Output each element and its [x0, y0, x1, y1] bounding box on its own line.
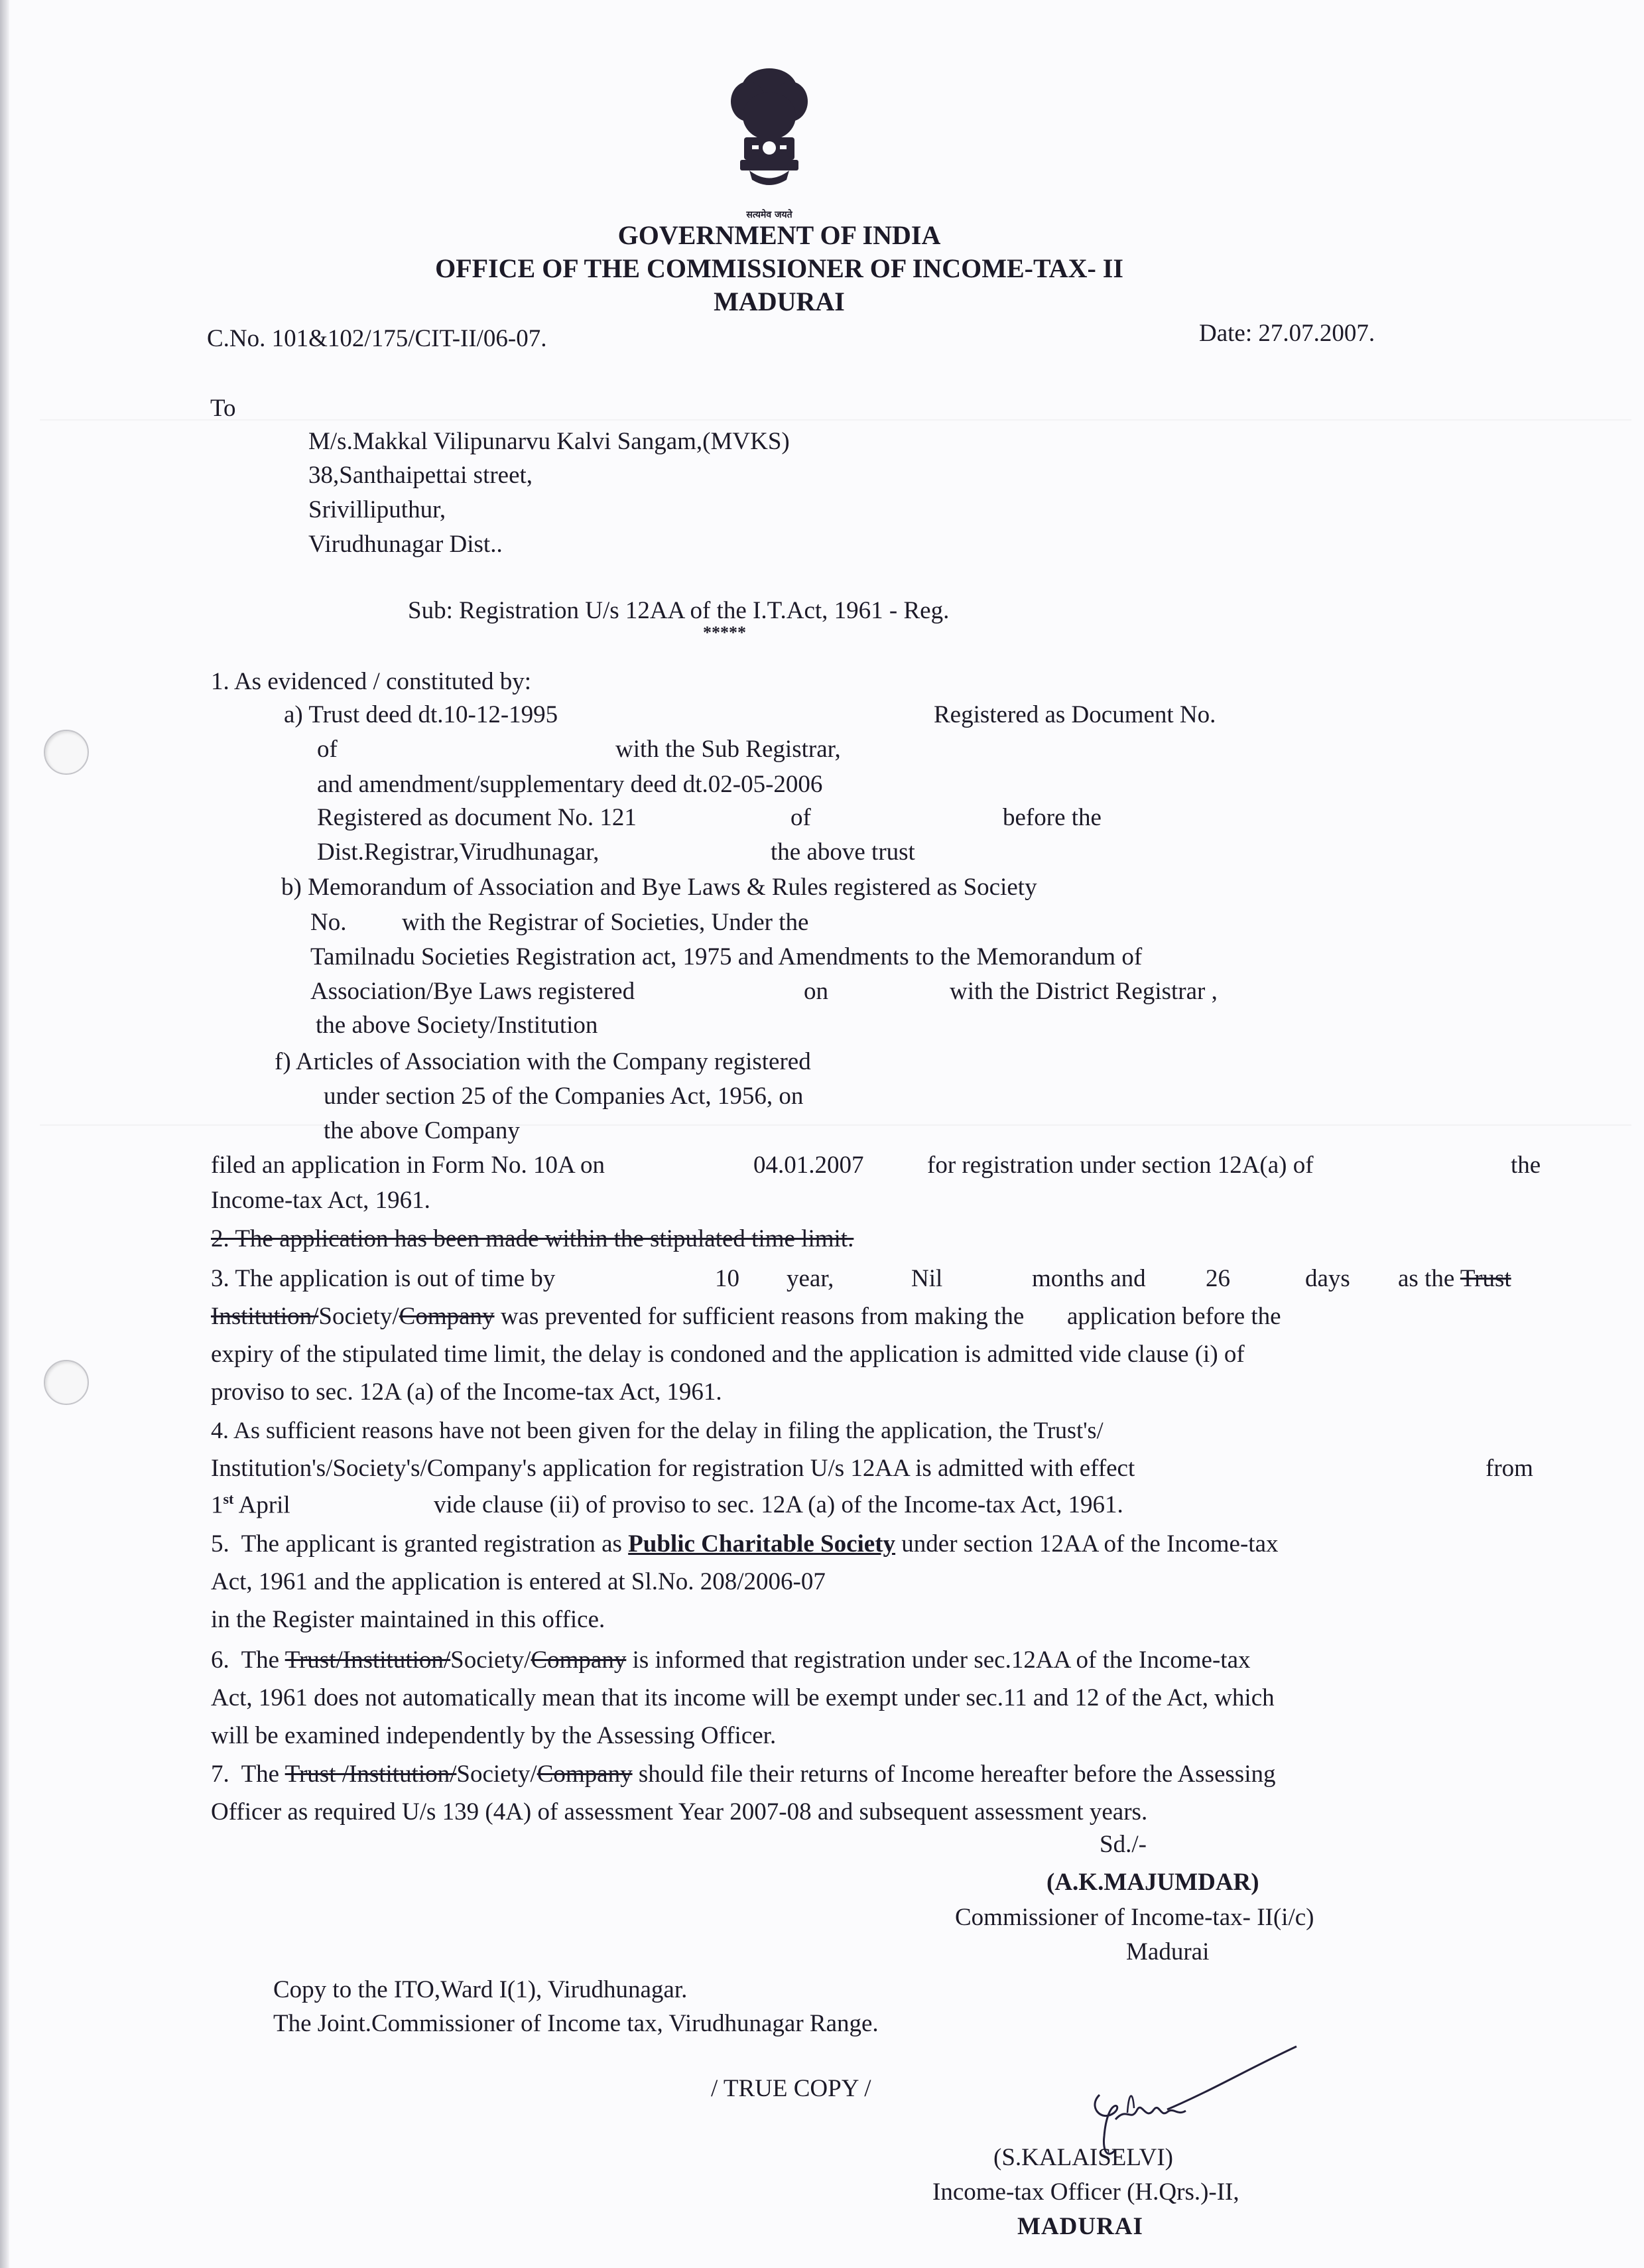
para1-b-registrar: with the Registrar of Societies, Under the — [402, 909, 809, 936]
para7-company-struck: Company — [537, 1761, 633, 1788]
signatory-place: Madurai — [1126, 1938, 1210, 1966]
punch-hole — [44, 1360, 89, 1405]
para3-line2 — [211, 1301, 1281, 1332]
para4-line3: vide clause (ii) of proviso to sec. 12A (a) of the Income-tax Act, 1961. — [434, 1491, 1123, 1518]
para3-as-the — [1398, 1264, 1511, 1294]
para5-line2: Act, 1961 and the application is entered at Sl.No. 208/2006-07 — [211, 1568, 826, 1595]
para3-days: 26 — [1206, 1265, 1230, 1292]
signature-sd: Sd./- — [1100, 1831, 1147, 1858]
para4-ordinal: st — [223, 1491, 234, 1507]
para7-rest: should file their returns of Income hereafter before the Assessing — [632, 1761, 1276, 1788]
para6-trust-struck: Trust/Institution/ — [285, 1646, 451, 1674]
para1-a-above-trust: the above trust — [771, 838, 915, 866]
para3-line4: proviso to sec. 12A (a) of the Income-tax Act, 1961. — [211, 1378, 722, 1406]
para1-f-section25: under section 25 of the Companies Act, 1956, on — [324, 1083, 804, 1110]
para3-months: Nil — [911, 1265, 943, 1292]
para5-status: Public Charitable Society — [628, 1530, 896, 1558]
address-line: Srivilliputhur, — [308, 496, 446, 523]
header-city: MADURAI — [714, 287, 845, 316]
para3-months-label: months and — [1032, 1265, 1146, 1292]
para1-filed: filed an application in Form No. 10A on — [211, 1152, 605, 1179]
para1-a-registered: Registered as Document No. — [934, 701, 1216, 728]
copy-to-jcit: The Joint.Commissioner of Income tax, Virudhunagar Range. — [273, 2010, 879, 2037]
para3-year-label: year, — [787, 1265, 834, 1292]
address-line: M/s.Makkal Vilipunarvu Kalvi Sangam,(MVKS) — [308, 428, 790, 455]
para3-line3: expiry of the stipulated time limit, the delay is condoned and the application is admitted vide clause (i) of — [211, 1341, 1245, 1368]
para1-a-document: Registered as document No. 121 — [317, 804, 637, 831]
para7-intro: 7. The — [211, 1761, 285, 1788]
para1-b-memorandum: b) Memorandum of Association and Bye Laws & Rules registered as Society — [281, 874, 1037, 901]
para1-a-dist-registrar: Dist.Registrar,Virudhunagar, — [317, 838, 600, 866]
para3-as-the-text: as the — [1398, 1265, 1455, 1292]
para1-f-articles: f) Articles of Association with the Company registered — [275, 1048, 811, 1075]
para4-date — [211, 1490, 290, 1521]
fold-line — [40, 419, 1631, 421]
para1-a-sub-registrar: with the Sub Registrar, — [615, 736, 841, 763]
para6-society: Society/ — [450, 1646, 531, 1674]
fold-line — [40, 1124, 1631, 1126]
para1-a-of2: of — [790, 804, 811, 831]
para4-line1: 4. As sufficient reasons have not been given for the delay in filing the application, the Trust's/ — [211, 1417, 1104, 1443]
para1-filed-section: for registration under section 12A(a) of — [927, 1152, 1314, 1179]
address-line: 38,Santhaipettai street, — [308, 462, 533, 489]
para7-trust-struck: Trust /Institution/ — [285, 1761, 457, 1788]
para1-b-district-registrar: with the District Registrar , — [950, 978, 1218, 1005]
para1-filed-the: the — [1511, 1152, 1541, 1179]
reference-number: C.No. 101&102/175/CIT-II/06-07. — [207, 325, 547, 352]
para1-filed-act: Income-tax Act, 1961. — [211, 1187, 430, 1214]
para5-section: under section 12AA of the Income-tax — [895, 1530, 1279, 1558]
para3-society: Society/ — [318, 1303, 399, 1330]
subject-line: Sub: Registration U/s 12AA of the I.T.Act, 1961 - Reg. — [408, 597, 950, 624]
national-emblem — [723, 63, 816, 221]
para1-f-above-company: the above Company — [324, 1117, 520, 1144]
para1-b-association: Association/Bye Laws registered — [310, 978, 635, 1005]
para1-b-tamilnadu: Tamilnadu Societies Registration act, 1975 and Amendments to the Memorandum of — [310, 943, 1143, 970]
certifying-officer-name: (S.KALAISELVI) — [993, 2144, 1173, 2171]
scan-edge — [0, 0, 9, 2268]
para1-intro: 1. As evidenced / constituted by: — [211, 668, 531, 695]
para6-line1 — [211, 1645, 1251, 1676]
true-copy-label: / TRUE COPY / — [711, 2075, 871, 2102]
para1-a-before: before the — [1003, 804, 1102, 831]
para1-a-trust-deed: a) Trust deed dt.10-12-1995 — [284, 701, 558, 728]
letter-date: Date: 27.07.2007. — [1199, 320, 1375, 347]
para2-struck: 2. The application has been made within the stipulated time limit. — [211, 1225, 854, 1252]
para7-line1 — [211, 1759, 1275, 1790]
para3-company-struck: Company — [399, 1303, 495, 1330]
header-office: OFFICE OF THE COMMISSIONER OF INCOME-TAX- II — [435, 253, 1123, 283]
para5-intro: 5. The applicant is granted registration as — [211, 1530, 629, 1558]
para3-intro: 3. The application is out of time by — [211, 1265, 556, 1292]
para6-rest: is informed that registration under sec.12AA of the Income-tax — [626, 1646, 1251, 1674]
certifying-officer-place: MADURAI — [1017, 2213, 1143, 2240]
para3-institution-struck: Institution/ — [211, 1303, 319, 1330]
para6-line3: will be examined independently by the Assessing Officer. — [211, 1722, 777, 1749]
para1-b-above-society: the above Society/Institution — [316, 1012, 598, 1039]
para1-b-no: No. — [310, 909, 347, 936]
para1-b-on: on — [804, 978, 828, 1005]
header-government: GOVERNMENT OF INDIA — [617, 220, 941, 250]
para4-day: 1 — [211, 1491, 223, 1519]
para1-filed-date: 04.01.2007 — [753, 1152, 864, 1179]
para4-line2: Institution's/Society's/Company's application for registration U/s 12AA is admitted with effect — [211, 1455, 1135, 1482]
para3-days-label: days — [1305, 1265, 1350, 1292]
para3-line2-rest: was prevented for sufficient reasons from making the application before the — [494, 1303, 1281, 1330]
punch-hole — [44, 730, 89, 775]
para6-line2: Act, 1961 does not automatically mean that its income will be exempt under sec.11 and 12 of the Act, which — [211, 1684, 1275, 1711]
copy-to-ito: Copy to the ITO,Ward I(1), Virudhunagar. — [273, 1976, 688, 2003]
para7-society: Society/ — [456, 1761, 537, 1788]
certifying-officer-designation: Income-tax Officer (H.Qrs.)-II, — [932, 2178, 1239, 2206]
para5-line1 — [211, 1529, 1279, 1560]
emblem-motto: सत्यमेव जयते — [746, 210, 792, 221]
para4-from: from — [1486, 1455, 1533, 1482]
lion-capital-icon — [723, 63, 816, 206]
para3-years: 10 — [715, 1265, 739, 1292]
para1-a-of: of — [317, 736, 338, 763]
signatory-designation: Commissioner of Income-tax- II(i/c) — [955, 1904, 1314, 1931]
para5-line3: in the Register maintained in this office. — [211, 1606, 605, 1633]
para3-trust-struck: Trust — [1460, 1265, 1511, 1292]
signatory-name: (A.K.MAJUMDAR) — [1046, 1869, 1259, 1896]
para1-a-amendment: and amendment/supplementary deed dt.02-05-2006 — [317, 771, 823, 798]
address-line: Virudhunagar Dist.. — [308, 531, 503, 558]
para6-company-struck: Company — [531, 1646, 627, 1674]
para6-intro: 6. The — [211, 1646, 285, 1674]
address-to: To — [210, 395, 236, 422]
para7-line2: Officer as required U/s 139 (4A) of assessment Year 2007-08 and subsequent assessment years. — [211, 1798, 1148, 1826]
subject-stars: ***** — [703, 623, 746, 642]
para4-month: April — [233, 1491, 290, 1519]
